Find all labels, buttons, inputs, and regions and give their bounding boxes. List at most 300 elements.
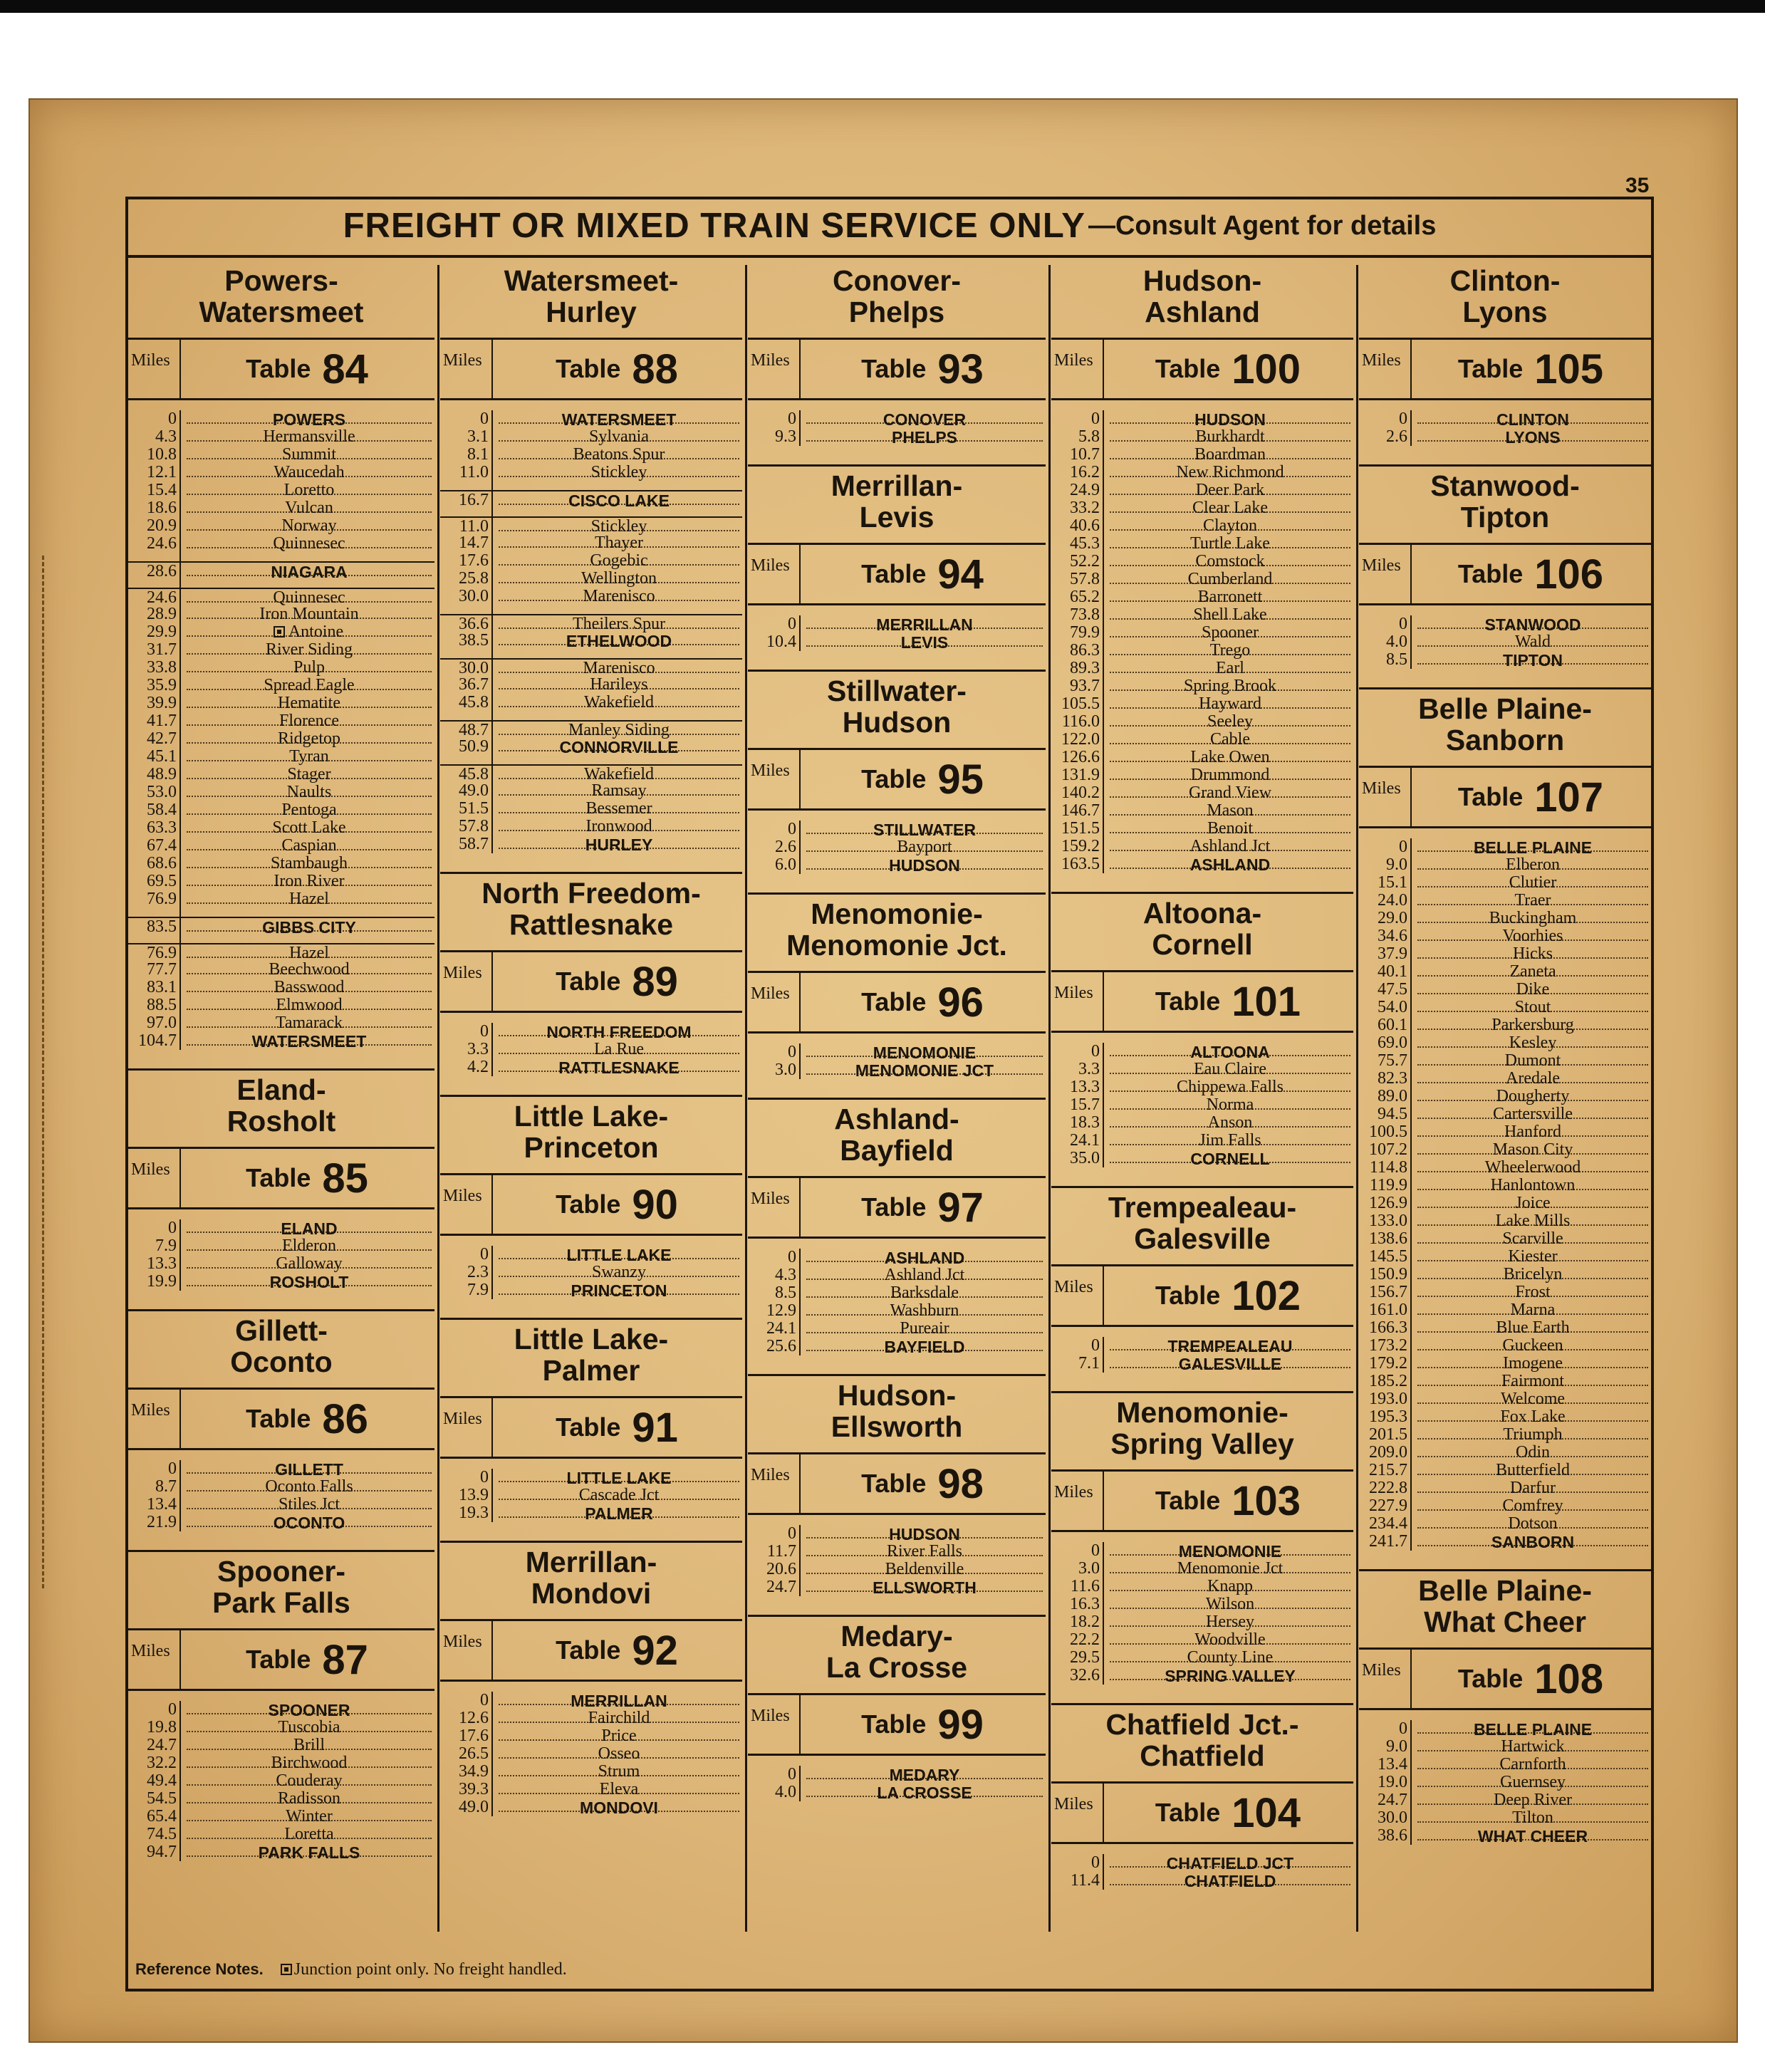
table-id: 85 (322, 1155, 368, 1202)
station-miles: 10.8 (147, 445, 177, 464)
station-miles: 0 (788, 1524, 796, 1543)
station-name: Cartersville (1493, 1105, 1573, 1123)
station-row (128, 1032, 434, 1050)
station-name: Earl (1216, 660, 1244, 677)
station-row (1051, 1096, 1353, 1114)
station-miles: 79.9 (1070, 623, 1100, 642)
station-name: ASHLAND (884, 1249, 965, 1267)
station (499, 446, 739, 464)
group-gap (128, 908, 434, 917)
station (187, 563, 432, 582)
station-row (1359, 1390, 1651, 1408)
station (499, 660, 739, 677)
table-divider (748, 464, 1046, 467)
station-row (1359, 1159, 1651, 1177)
station-row (1359, 1266, 1651, 1284)
station-row (1359, 1230, 1651, 1248)
route-title (128, 1556, 434, 1618)
station-list (748, 410, 1046, 446)
station-name: New Richmond (1176, 464, 1284, 481)
station-miles: 25.6 (766, 1337, 796, 1355)
route-title-line: Hudson (842, 706, 952, 739)
station-row (1359, 999, 1651, 1016)
station-miles: 11.0 (459, 463, 489, 481)
station-miles: 29.5 (1070, 1648, 1100, 1667)
station-row (748, 633, 1046, 651)
station-list (748, 821, 1046, 874)
page-header (125, 197, 1654, 258)
station-row (440, 410, 742, 428)
station (187, 464, 432, 481)
station-row (1359, 1337, 1651, 1355)
station-name: Cascade Jct (578, 1487, 660, 1504)
route-title-line: Belle Plaine- (1418, 1574, 1592, 1607)
table-number (799, 1178, 1046, 1237)
table-number (1103, 1472, 1353, 1530)
table-divider (1359, 687, 1651, 689)
miles-column-label: Miles (1362, 1661, 1401, 1680)
station-row (128, 588, 434, 605)
station (499, 1281, 739, 1301)
station (1110, 660, 1350, 677)
route-title-line: What Cheer (1424, 1605, 1586, 1638)
station-miles: 82.3 (1378, 1069, 1407, 1088)
station-row (1359, 910, 1651, 927)
route-title-line: Ashland- (834, 1103, 959, 1135)
miles-column-label: Miles (1054, 351, 1093, 370)
station-name: GIBBS CITY (262, 918, 356, 937)
station-row (128, 410, 434, 428)
station (806, 1578, 1043, 1598)
station-row (748, 821, 1046, 838)
station-row (1051, 428, 1353, 446)
station-name: Bayport (897, 838, 952, 856)
station-miles: 241.7 (1369, 1532, 1407, 1551)
station (1110, 642, 1350, 660)
table-divider (748, 1374, 1046, 1376)
table-id: 87 (322, 1636, 368, 1683)
station-name: Thayer (595, 534, 643, 552)
table-number (799, 545, 1046, 603)
station (187, 837, 432, 855)
station-row (128, 801, 434, 819)
table-id: 97 (937, 1184, 984, 1231)
miles-column-label: Miles (751, 556, 790, 575)
table-divider (128, 1550, 434, 1552)
station (1110, 499, 1350, 517)
station (1110, 1854, 1350, 1873)
station (1110, 1631, 1350, 1649)
station-miles: 32.2 (147, 1754, 177, 1772)
reference-notes-text: Junction point only. No freight handled. (293, 1960, 567, 1979)
station-row (1051, 464, 1353, 481)
miles-column-label: Miles (1054, 1483, 1093, 1501)
station-row (1051, 481, 1353, 499)
station-miles: 104.7 (138, 1031, 177, 1050)
table-number (1410, 768, 1651, 826)
station-name: Swanzy (592, 1264, 646, 1281)
station (499, 1504, 739, 1524)
station-row (128, 1460, 434, 1478)
station-name: River Siding (265, 641, 353, 659)
table-number (179, 340, 434, 398)
route-title-line: Watersmeet- (504, 264, 679, 297)
station-row (440, 1709, 742, 1727)
station-row (748, 1302, 1046, 1320)
table-word: Table (1155, 1281, 1221, 1310)
station-row (440, 1727, 742, 1745)
station-row (440, 614, 742, 632)
station-miles: 69.0 (1378, 1034, 1407, 1052)
station-miles: 38.6 (1378, 1826, 1407, 1845)
table-id: 86 (322, 1395, 368, 1442)
table-number (491, 1621, 742, 1680)
station-miles: 83.1 (147, 978, 177, 996)
station-miles: 49.0 (459, 1798, 489, 1816)
route-title (748, 675, 1046, 738)
station-row (1359, 651, 1651, 669)
station-name: Hematite (278, 694, 340, 712)
station-miles: 150.9 (1369, 1265, 1407, 1284)
station-name: Osseo (598, 1745, 640, 1763)
station-name: Iron Mountain (259, 605, 359, 623)
station-name: Elmwood (276, 996, 343, 1014)
station-row (1051, 802, 1353, 820)
station-miles: 41.7 (147, 712, 177, 730)
station (499, 1727, 739, 1745)
station-row (440, 1504, 742, 1522)
station-row (128, 961, 434, 979)
station (1110, 1542, 1350, 1561)
route-title-line: Spooner- (217, 1555, 345, 1588)
station-name: Loretta (284, 1826, 334, 1843)
station-row (440, 446, 742, 464)
station-list (1359, 410, 1651, 446)
station-row (128, 1808, 434, 1826)
station (187, 1496, 432, 1514)
station-name: Odin (1516, 1444, 1550, 1462)
column-divider (745, 265, 747, 1932)
station-name: HUDSON (889, 1525, 960, 1543)
station-miles: 6.0 (775, 855, 796, 874)
station-name: Aredale (1506, 1070, 1560, 1088)
station (187, 605, 432, 623)
station-miles: 30.0 (1378, 1808, 1407, 1827)
station (806, 1284, 1043, 1302)
column-divider (1356, 265, 1358, 1932)
table-id: 106 (1534, 551, 1604, 598)
station-list (440, 410, 742, 853)
station-miles: 11.0 (459, 517, 489, 536)
station (806, 1266, 1043, 1284)
station-miles: 0 (480, 1691, 489, 1709)
station-name: Lake Mills (1495, 1212, 1571, 1230)
station-miles: 36.7 (459, 675, 489, 694)
station (499, 1763, 739, 1781)
station-miles: 15.7 (1070, 1095, 1100, 1114)
station-miles: 179.2 (1369, 1354, 1407, 1373)
station-name: La Rue (594, 1041, 644, 1058)
station (499, 1745, 739, 1763)
station-row (1051, 1872, 1353, 1890)
table-id: 94 (937, 551, 984, 598)
station-miles: 0 (1399, 838, 1407, 856)
station-list (128, 1701, 434, 1861)
station-miles: 0 (1399, 615, 1407, 633)
table-number-header (1359, 338, 1651, 400)
station (187, 1032, 432, 1051)
station-row (1359, 1070, 1651, 1088)
station-miles: 89.3 (1070, 659, 1100, 677)
binding-stitches (28, 556, 44, 1588)
station-name: TREMPEALEAU (1167, 1337, 1293, 1355)
station-row (1359, 1052, 1651, 1070)
route-title-line: Chatfield (1140, 1739, 1265, 1772)
station-row (128, 1754, 434, 1772)
station (187, 996, 432, 1014)
station-miles: 0 (1399, 410, 1407, 428)
station-miles: 26.5 (459, 1744, 489, 1763)
station-row (128, 1514, 434, 1531)
station-row (1051, 642, 1353, 660)
station-miles: 22.2 (1070, 1630, 1100, 1649)
station-name: PHELPS (891, 428, 958, 447)
station-row (128, 623, 434, 641)
page-number: 35 (1625, 174, 1650, 197)
station-row (1359, 1301, 1651, 1319)
station-miles: 40.1 (1378, 962, 1407, 981)
table-id: 102 (1232, 1272, 1301, 1319)
station (499, 552, 739, 570)
station-miles: 42.7 (147, 729, 177, 748)
station (1417, 927, 1648, 945)
station (806, 1784, 1043, 1803)
station-row (748, 1543, 1046, 1561)
reference-notes-label: Reference Notes. (135, 1960, 264, 1978)
station-miles: 36.6 (459, 615, 489, 633)
table-number (799, 1695, 1046, 1754)
station-miles: 145.5 (1369, 1247, 1407, 1266)
station (187, 873, 432, 890)
station-miles: 24.7 (147, 1736, 177, 1754)
station-name: ELAND (281, 1219, 338, 1238)
station (187, 1826, 432, 1843)
station-row (128, 819, 434, 837)
station-miles: 10.4 (766, 632, 796, 651)
station-miles: 11.7 (766, 1542, 796, 1561)
station-miles: 0 (480, 1022, 489, 1041)
station-miles: 28.9 (147, 605, 177, 623)
station-miles: 0 (480, 1245, 489, 1264)
route-title-line: Hurley (546, 296, 637, 328)
station-miles: 52.2 (1070, 552, 1100, 571)
station (1417, 1052, 1648, 1070)
junction-symbol-icon (281, 1964, 292, 1975)
table-number (1410, 1650, 1651, 1708)
station-name: Gogebic (590, 552, 648, 570)
station (1417, 428, 1648, 447)
station-miles: 93.7 (1070, 677, 1100, 695)
station (499, 1469, 739, 1488)
station-name: Stiles Jct (278, 1496, 340, 1514)
route-title-line: La Crosse (826, 1651, 968, 1684)
station-row (1359, 838, 1651, 856)
route-title (1051, 265, 1353, 328)
station (1110, 410, 1350, 430)
table-word: Table (861, 559, 927, 588)
station-miles: 30.0 (459, 659, 489, 677)
station-name: Hazel (289, 944, 329, 962)
station-miles: 7.9 (467, 1281, 489, 1299)
station-name: Anson (1207, 1114, 1253, 1132)
station (1417, 1284, 1648, 1301)
station (187, 979, 432, 996)
station (1417, 874, 1648, 892)
station-miles: 24.7 (766, 1578, 796, 1596)
station-name: RATTLESNAKE (558, 1058, 680, 1077)
station (187, 641, 432, 659)
station (1110, 481, 1350, 499)
table-word: Table (246, 1163, 311, 1192)
station-name: ROSHOLT (269, 1273, 349, 1291)
station-name: STILLWATER (873, 821, 976, 839)
station (187, 1772, 432, 1790)
station (1417, 1720, 1648, 1739)
station-miles: 45.8 (459, 765, 489, 783)
station (187, 918, 432, 937)
station-miles: 13.4 (1378, 1755, 1407, 1774)
station (499, 1709, 739, 1727)
station-row (1359, 1141, 1651, 1159)
station-miles: 0 (480, 1468, 489, 1487)
station-name: PALMER (585, 1504, 653, 1523)
station (499, 694, 739, 712)
station-miles: 107.2 (1369, 1140, 1407, 1159)
station-name: Welcome (1500, 1390, 1566, 1408)
station-name: LITTLE LAKE (566, 1246, 672, 1264)
station (1110, 553, 1350, 571)
station (187, 766, 432, 783)
station-name: GALESVILLE (1178, 1355, 1282, 1373)
station-name: Shell Lake (1193, 606, 1267, 624)
station-row (440, 1692, 742, 1709)
station-name: Sylvania (589, 428, 649, 446)
station-name: Vulcan (285, 499, 333, 517)
route-title-line: North Freedom- (481, 877, 701, 910)
route-title-line: Spring Valley (1110, 1427, 1294, 1460)
station (187, 944, 432, 962)
column-divider (437, 265, 439, 1932)
station-row (440, 588, 742, 605)
station-miles: 54.5 (147, 1789, 177, 1808)
route-title-line: Eland- (236, 1073, 326, 1106)
route-title (748, 265, 1046, 328)
station (1417, 1533, 1648, 1552)
station-name: Stambaugh (271, 855, 348, 873)
station-row (1359, 615, 1651, 633)
station-row (1359, 1426, 1651, 1444)
station-miles: 3.0 (1078, 1559, 1100, 1578)
station-name: Dotson (1508, 1515, 1558, 1533)
station-list (128, 410, 434, 1050)
station-row (1051, 606, 1353, 624)
station (187, 1514, 432, 1533)
timetable-column-5 (1359, 265, 1651, 1932)
station (499, 1058, 739, 1078)
station-row (440, 464, 742, 481)
route-title (440, 265, 742, 328)
station-name: Benoit (1207, 820, 1253, 838)
station-row (128, 535, 434, 553)
station-name: Elderon (282, 1237, 336, 1255)
station-row (1051, 766, 1353, 784)
station (187, 428, 432, 446)
station-miles: 25.8 (459, 569, 489, 588)
station-name: Eleva (599, 1781, 639, 1798)
station-row (1359, 633, 1651, 651)
station-name: SANBORN (1491, 1533, 1575, 1551)
station (187, 1719, 432, 1737)
station-name: Theilers Spur (573, 615, 665, 633)
table-id: 107 (1534, 774, 1604, 821)
station (1110, 695, 1350, 713)
station (187, 961, 432, 979)
station (1110, 1613, 1350, 1631)
route-title-line: Stanwood- (1430, 469, 1580, 502)
station-row (1359, 1034, 1651, 1052)
station-miles: 17.6 (459, 551, 489, 570)
station-list (1359, 838, 1651, 1551)
station (806, 1561, 1043, 1578)
route-title (128, 1315, 434, 1378)
station-list (748, 1043, 1046, 1079)
station-row (128, 659, 434, 677)
table-word: Table (1457, 1664, 1524, 1693)
station-name: Pureair (900, 1320, 949, 1338)
station (1110, 1132, 1350, 1150)
station-miles: 0 (168, 1219, 177, 1237)
station-row (440, 490, 742, 508)
table-number-header (440, 950, 742, 1013)
station-miles: 77.7 (147, 960, 177, 979)
reference-notes (135, 1960, 567, 1979)
station-row (1359, 410, 1651, 428)
station-name: Barronett (1197, 588, 1263, 606)
station-name: POWERS (272, 410, 346, 429)
station (1417, 1266, 1648, 1284)
station-row (1359, 1355, 1651, 1373)
station-row (440, 1798, 742, 1816)
station-row (1359, 1515, 1651, 1533)
station-miles: 38.5 (459, 631, 489, 650)
station-miles: 88.5 (147, 996, 177, 1014)
station-name: LYONS (1505, 428, 1561, 447)
station-name: Ashland Jct (884, 1266, 965, 1284)
station-name: Hanlontown (1490, 1177, 1576, 1194)
station-name: Washburn (890, 1302, 959, 1320)
table-word: Table (1155, 1486, 1221, 1515)
route-title-line: Merrillan- (831, 469, 963, 502)
route-title-line: Powers- (224, 264, 338, 297)
table-id: 84 (322, 345, 368, 392)
station-miles: 19.9 (147, 1272, 177, 1291)
station-row (128, 1826, 434, 1843)
timetable-column-1 (128, 265, 434, 1932)
station-row (128, 499, 434, 517)
station (499, 800, 739, 818)
station-name: Comstock (1195, 553, 1265, 571)
table-number-header (1359, 1647, 1651, 1710)
